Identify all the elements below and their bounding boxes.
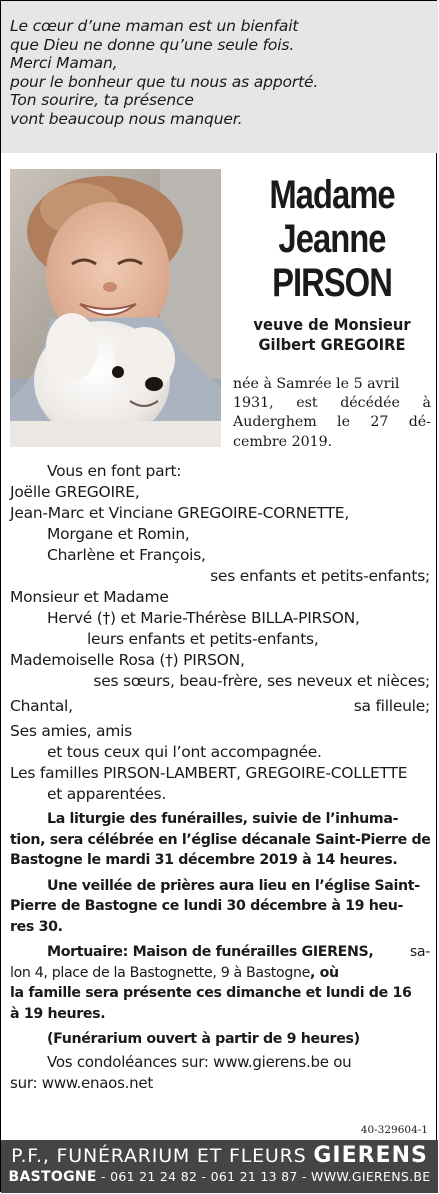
family-line: Jean-Marc et Vinciane GREGOIRE-CORNETTE, <box>10 504 349 522</box>
widow-of <box>232 315 433 355</box>
poem-line: vont beaucoup nous manquer. <box>10 109 243 128</box>
portrait-photo <box>10 169 221 447</box>
family-line: Hervé (†) et Marie-Thérèse BILLA-PIRSON, <box>47 609 360 627</box>
announcement-body <box>10 461 430 1094</box>
liturgy-paragraph: La liturgie des funérailles, suivie de l’inhuma- tion, sera célébrée en l’église décanale Saint-Pierre de Bastogne le mardi 31 décembre 2019 à 14 heures. <box>10 811 431 868</box>
funerarium-hours: (Funérarium ouvert à partir de 9 heures) <box>47 1031 360 1047</box>
funeral-home-banner <box>1 1140 438 1193</box>
intro-line: Vous en font part: <box>47 462 182 480</box>
birth-line: cembre 2019. <box>233 433 333 450</box>
reference-number: 40-329604-1 <box>360 1124 428 1136</box>
poem-line: Merci Maman, <box>10 54 118 72</box>
deceased-name <box>243 173 422 305</box>
family-line: Monsieur et Madame <box>10 588 169 606</box>
family-line: leurs enfants et petits-enfants, <box>87 630 319 648</box>
families-line: Les familles PIRSON-LAMBERT, GREGOIRE-COLLETTE <box>10 764 408 782</box>
birth-line: Auderghem le 27 dé- <box>233 414 431 431</box>
poem-line: pour le bonheur que tu nous as apporté. <box>10 72 319 91</box>
name-line: PIRSON <box>272 261 392 305</box>
condolences-line: Vos condoléances sur: www.gierens.be ou <box>47 1052 352 1071</box>
condolences-line: sur: www.enaos.net <box>10 1073 154 1092</box>
portrait-illustration <box>10 169 221 447</box>
name-line: Jeanne <box>278 217 386 261</box>
poem-line: Ton sourire, ta présence <box>10 91 194 109</box>
name-line: Madame <box>269 173 395 217</box>
poem-line: Le cœur d’une maman est un bienfait <box>10 17 299 35</box>
family-role: ses enfants et petits-enfants; <box>210 567 430 585</box>
mortuary-label: Mortuaire: Maison de funérailles GIERENS, <box>47 944 374 960</box>
vigil-paragraph: Une veillée de prières aura lieu en l’église Saint- Pierre de Bastogne ce lundi 30 décembre à 19 heu- res 30. <box>10 877 420 935</box>
poem-line: que Dieu ne donne qu’une seule fois. <box>10 35 295 54</box>
family-role: ses sœurs, beau-frère, ses neveux et nièces; <box>93 672 430 690</box>
family-line: Joëlle GREGOIRE, <box>10 483 140 501</box>
family-line: Morgane et Romin, <box>47 525 190 543</box>
funeral-home-title: P.F., FUNÉRARIUM ET FLEURS GIERENS <box>11 1143 428 1168</box>
family-line: Charlène et François, <box>47 546 206 564</box>
goddaughter-line: Chantal, sa filleule; <box>10 697 430 715</box>
mortuary-paragraph: Mortuaire: Maison de funérailles GIERENS, sa- lon 4, place de la Bastognette, 9 à Bastogne, où la famille sera présente ces dimanche et lundi de 16 à 19 heures. <box>10 944 430 1022</box>
widow-line: Gilbert GREGOIRE <box>258 335 406 354</box>
friends-line: et tous ceux qui l’ont accompagnée. <box>47 743 322 761</box>
birth-line: née à Samrée le 5 avril <box>233 376 400 392</box>
condolences-paragraph <box>10 1052 430 1094</box>
brand-name: GIERENS <box>313 1143 428 1168</box>
family-line: Mademoiselle Rosa (†) PIRSON, <box>10 651 245 669</box>
funeral-home-contact: BASTOGNE - 061 21 24 82 - 061 21 13 87 - WWW.GIERENS.BE <box>8 1169 431 1185</box>
birth-death-info <box>233 375 431 452</box>
families-line: et apparentées. <box>47 785 167 803</box>
poem-box <box>1 1 438 153</box>
friends-line: Ses amies, amis <box>10 722 132 740</box>
birth-line: 1931, est décédée à <box>233 395 431 412</box>
widow-line: veuve de Monsieur <box>253 315 411 334</box>
